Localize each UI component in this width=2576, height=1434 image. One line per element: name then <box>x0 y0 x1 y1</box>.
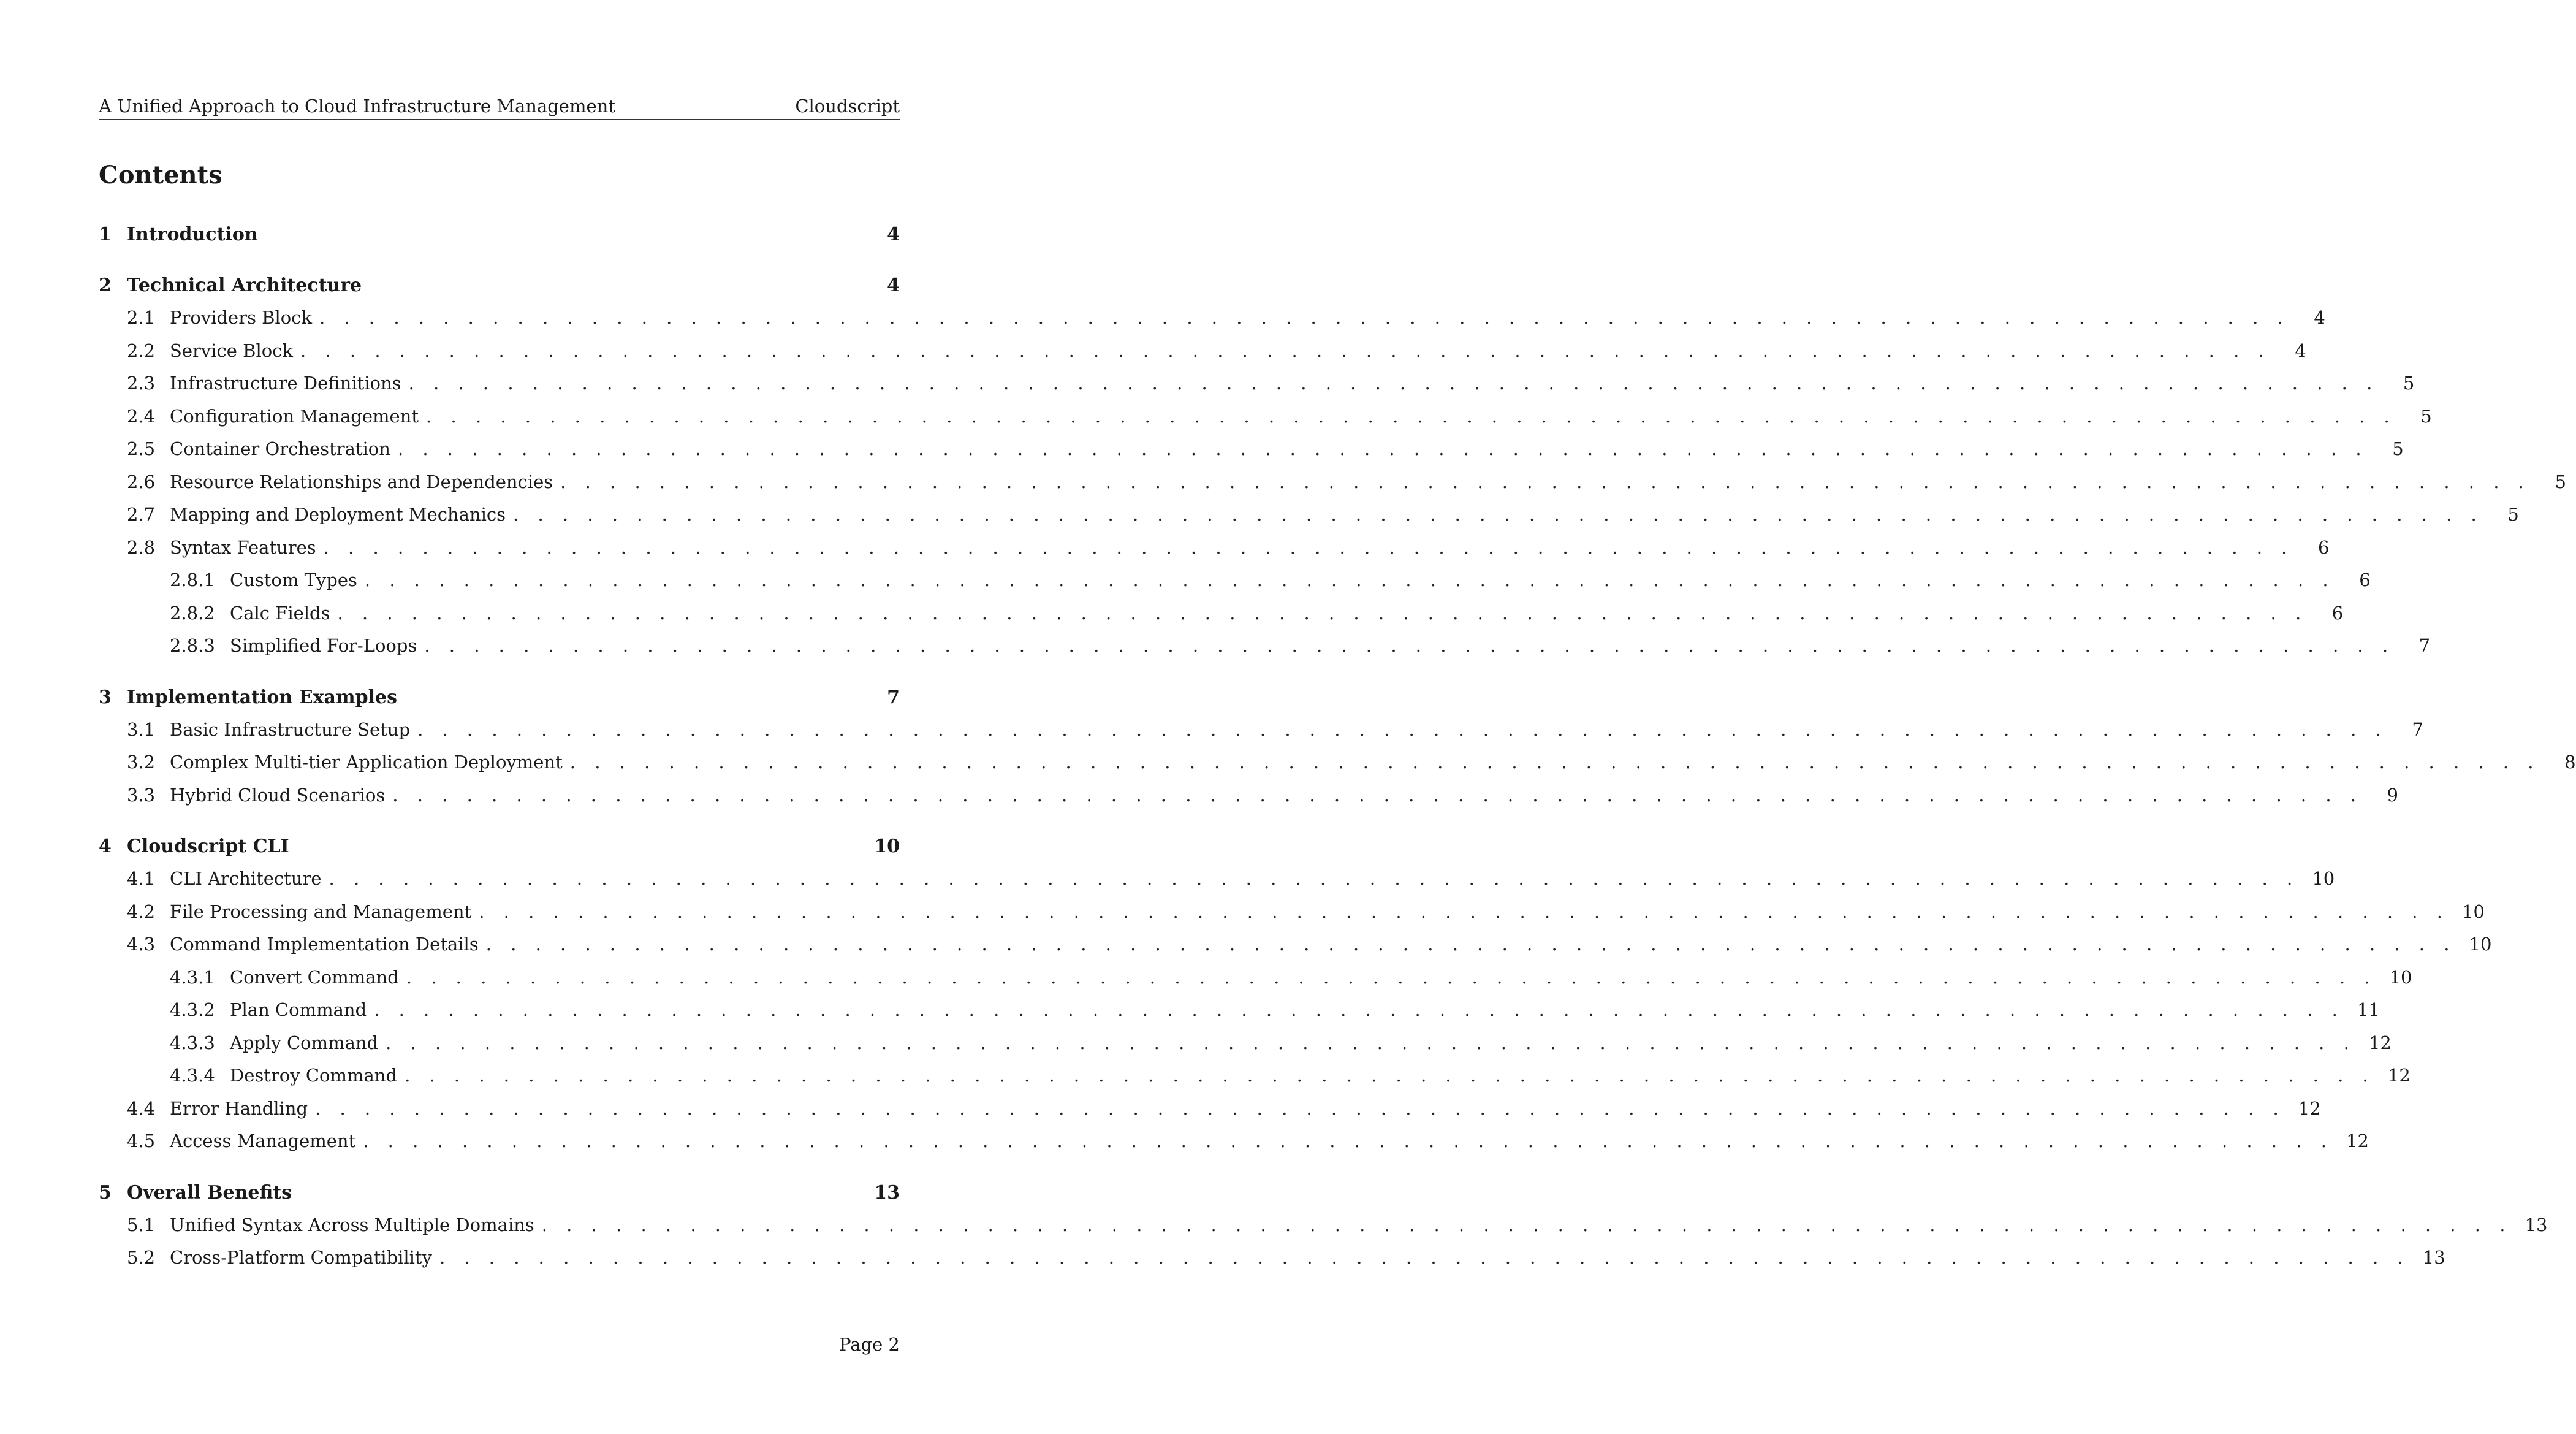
dot-leader: . . . . . . . . . . . . . . . . . . . . . . . . . . . . . . . . . . . . . . . . . . . . . . . . . . . . . . . . . . . . . . . . . . . . . . . . . . . . . . . . <box>363 1131 2333 1151</box>
entry-page: 12 <box>2368 1032 2392 1053</box>
section-page: 13 <box>874 1181 900 1203</box>
dot-leader: . . . . . . . . . . . . . . . . . . . . . . . . . . . . . . . . . . . . . . . . . . . . . . . . . . . . . . . . . . . . . . . . . . . . . . . . . . . . . . . . <box>323 536 2294 558</box>
entry-page: 13 <box>2525 1214 2548 1235</box>
entry-number: 4.3 <box>127 934 156 955</box>
entry-number: 2.8.3 <box>170 635 215 656</box>
entry-page: 12 <box>2298 1097 2321 1119</box>
dot-leader: . . . . . . . . . . . . . . . . . . . . . . . . . . . . . . . . . . . . . . . . . . . . . . . . . . . . . . . . . . . . . . . . . . . . . . . . . . . . . . . . <box>300 340 2271 361</box>
section-number: 5 <box>99 1181 112 1203</box>
entry-number: 2.8.1 <box>170 570 215 590</box>
dot-leader: . . . . . . . . . . . . . . . . . . . . . . . . . . . . . . . . . . . . . . . . . . . . . . . . . . . . . . . . . . . . . . . . . . . . . . . . . . . . . . . . <box>319 307 2290 328</box>
entry-number: 5.2 <box>127 1247 156 1268</box>
toc-entry-2.8.1[interactable] <box>99 570 2371 603</box>
entry-title: Service Block <box>170 340 294 361</box>
entry-number: 2.8.2 <box>170 602 215 624</box>
dot-leader: . . . . . . . . . . . . . . . . . . . . . . . . . . . . . . . . . . . . . . . . . . . . . . . . . . . . . . . . . . . . . . . . . . . . . . . . . . . . . . . . <box>513 504 2483 525</box>
toc-entry-4.5[interactable] <box>99 1131 2369 1164</box>
page-title: Contents <box>99 161 222 189</box>
dot-leader: . . . . . . . . . . . . . . . . . . . . . . . . . . . . . . . . . . . . . . . . . . . . . . . . . . . . . . . . . . . . . . . . . . . . . . . . . . . . . . . . <box>485 934 2456 955</box>
toc-entry-4.4[interactable] <box>99 1097 2321 1131</box>
toc-entry-2.2[interactable] <box>99 340 2306 373</box>
dot-leader: . . . . . . . . . . . . . . . . . . . . . . . . . . . . . . . . . . . . . . . . . . . . . . . . . . . . . . . . . . . . . . . . . . . . . . . . . . . . . . . . <box>364 570 2335 590</box>
entry-title: Cross-Platform Compatibility <box>170 1247 432 1268</box>
dot-leader: . . . . . . . . . . . . . . . . . . . . . . . . . . . . . . . . . . . . . . . . . . . . . . . . . . . . . . . . . . . . . . . . . . . . . . . . . . . . . . . . <box>479 901 2449 922</box>
entry-number: 4.3.4 <box>170 1065 215 1086</box>
entry-title: Unified Syntax Across Multiple Domains <box>170 1214 534 1235</box>
toc-entry-2.8.3[interactable] <box>99 635 2431 668</box>
entry-number: 3.3 <box>127 784 156 806</box>
dot-leader: . . . . . . . . . . . . . . . . . . . . . . . . . . . . . . . . . . . . . . . . . . . . . . . . . . . . . . . . . . . . . . . . . . . . . . . . . . . . . . . . <box>315 1097 2285 1119</box>
section-page: 4 <box>887 275 900 296</box>
entry-number: 2.3 <box>127 373 156 394</box>
entry-title: Hybrid Cloud Scenarios <box>170 784 386 806</box>
entry-title: Convert Command <box>230 966 399 988</box>
dot-leader: . . . . . . . . . . . . . . . . . . . . . . . . . . . . . . . . . . . . . . . . . . . . . . . . . . . . . . . . . . . . . . . . . . . . . . . . . . . . . . . . <box>560 471 2531 492</box>
entry-number: 4.5 <box>127 1131 156 1151</box>
dot-leader: . . . . . . . . . . . . . . . . . . . . . . . . . . . . . . . . . . . . . . . . . . . . . . . . . . . . . . . . . . . . . . . . . . . . . . . . . . . . . . . . <box>374 999 2344 1020</box>
entry-title: Providers Block <box>170 307 313 328</box>
entry-number: 2.1 <box>127 307 156 328</box>
toc-entry-5.1[interactable] <box>99 1214 2548 1248</box>
entry-title: File Processing and Management <box>170 901 472 922</box>
entry-number: 2.4 <box>127 405 156 427</box>
entry-page: 10 <box>2389 966 2412 988</box>
dot-leader: . . . . . . . . . . . . . . . . . . . . . . . . . . . . . . . . . . . . . . . . . . . . . . . . . . . . . . . . . . . . . . . . . . . . . . . . . . . . . . . . <box>426 405 2396 427</box>
toc-entry-4.3[interactable] <box>99 934 2492 967</box>
entry-number: 2.7 <box>127 504 156 525</box>
toc-entry-2.7[interactable] <box>99 504 2519 537</box>
entry-page: 13 <box>2422 1247 2445 1268</box>
entry-page: 10 <box>2469 934 2492 955</box>
entry-title: Infrastructure Definitions <box>170 373 401 394</box>
section-number: 1 <box>99 224 112 245</box>
entry-title: Container Orchestration <box>170 438 390 459</box>
section-title: Implementation Examples <box>127 686 397 708</box>
toc-entry-2.6[interactable] <box>99 471 2566 505</box>
toc-section-1[interactable] <box>99 224 900 256</box>
dot-leader: . . . . . . . . . . . . . . . . . . . . . . . . . . . . . . . . . . . . . . . . . . . . . . . . . . . . . . . . . . . . . . . . . . . . . . . . . . . . . . . . <box>569 752 2540 772</box>
entry-number: 4.2 <box>127 901 156 922</box>
running-header <box>99 95 900 120</box>
entry-title: Destroy Command <box>230 1065 398 1086</box>
entry-page: 5 <box>2507 504 2519 525</box>
entry-title: Syntax Features <box>170 536 316 558</box>
entry-page: 5 <box>2403 373 2415 394</box>
section-number: 4 <box>99 836 112 857</box>
dot-leader: . . . . . . . . . . . . . . . . . . . . . . . . . . . . . . . . . . . . . . . . . . . . . . . . . . . . . . . . . . . . . . . . . . . . . . . . . . . . . . . . <box>392 784 2363 806</box>
entry-title: CLI Architecture <box>170 868 322 889</box>
entry-title: Command Implementation Details <box>170 934 479 955</box>
entry-number: 4.4 <box>127 1097 156 1119</box>
entry-title: Error Handling <box>170 1097 308 1119</box>
toc-entry-3.1[interactable] <box>99 719 2423 752</box>
toc-entry-4.3.2[interactable] <box>99 999 2380 1032</box>
entry-page: 6 <box>2359 570 2371 590</box>
section-title: Technical Architecture <box>127 275 362 296</box>
toc-entry-4.2[interactable] <box>99 901 2485 934</box>
dot-leader: . . . . . . . . . . . . . . . . . . . . . . . . . . . . . . . . . . . . . . . . . . . . . . . . . . . . . . . . . . . . . . . . . . . . . . . . . . . . . . . . <box>408 373 2379 394</box>
toc-entry-2.1[interactable] <box>99 307 2325 340</box>
entry-page: 7 <box>2412 719 2423 740</box>
entry-title: Basic Infrastructure Setup <box>170 719 411 740</box>
entry-title: Complex Multi-tier Application Deployment <box>170 752 563 772</box>
entry-title: Calc Fields <box>230 602 330 624</box>
entry-page: 4 <box>2314 307 2325 328</box>
dot-leader: . . . . . . . . . . . . . . . . . . . . . . . . . . . . . . . . . . . . . . . . . . . . . . . . . . . . . . . . . . . . . . . . . . . . . . . . . . . . . . . . <box>424 635 2395 656</box>
entry-number: 3.2 <box>127 752 156 772</box>
entry-number: 4.3.2 <box>170 999 215 1020</box>
section-number: 3 <box>99 686 112 708</box>
entry-page: 5 <box>2555 471 2566 492</box>
entry-number: 4.3.1 <box>170 966 215 988</box>
entry-title: Custom Types <box>230 570 357 590</box>
entry-number: 2.5 <box>127 438 156 459</box>
entry-page: 9 <box>2387 784 2398 806</box>
section-page: 10 <box>874 836 900 857</box>
entry-page: 5 <box>2392 438 2404 459</box>
table-of-contents <box>99 224 2576 1280</box>
entry-number: 4.1 <box>127 868 156 889</box>
toc-entry-3.2[interactable] <box>99 752 2576 785</box>
toc-entry-2.3[interactable] <box>99 373 2415 406</box>
dot-leader: . . . . . . . . . . . . . . . . . . . . . . . . . . . . . . . . . . . . . . . . . . . . . . . . . . . . . . . . . . . . . . . . . . . . . . . . . . . . . . . . <box>329 868 2300 889</box>
dot-leader: . . . . . . . . . . . . . . . . . . . . . . . . . . . . . . . . . . . . . . . . . . . . . . . . . . . . . . . . . . . . . . . . . . . . . . . . . . . . . . . . <box>386 1032 2356 1053</box>
dot-leader: . . . . . . . . . . . . . . . . . . . . . . . . . . . . . . . . . . . . . . . . . . . . . . . . . . . . . . . . . . . . . . . . . . . . . . . . . . . . . . . . <box>337 602 2308 624</box>
section-number: 2 <box>99 275 112 296</box>
toc-entry-2.8[interactable] <box>99 536 2330 570</box>
dot-leader: . . . . . . . . . . . . . . . . . . . . . . . . . . . . . . . . . . . . . . . . . . . . . . . . . . . . . . . . . . . . . . . . . . . . . . . . . . . . . . . . <box>405 1065 2375 1086</box>
toc-section-3[interactable] <box>99 687 900 719</box>
entry-page: 10 <box>2312 868 2335 889</box>
entry-title: Configuration Management <box>170 405 419 427</box>
entry-page: 12 <box>2346 1131 2369 1151</box>
dot-leader: . . . . . . . . . . . . . . . . . . . . . . . . . . . . . . . . . . . . . . . . . . . . . . . . . . . . . . . . . . . . . . . . . . . . . . . . . . . . . . . . <box>397 438 2368 459</box>
entry-title: Plan Command <box>230 999 367 1020</box>
toc-entry-4.1[interactable] <box>99 868 2335 901</box>
section-page: 4 <box>887 224 900 245</box>
toc-section-5[interactable] <box>99 1182 900 1215</box>
entry-page: 12 <box>2387 1065 2411 1086</box>
toc-section-2[interactable] <box>99 275 900 307</box>
entry-page: 7 <box>2418 635 2431 656</box>
entry-number: 2.8 <box>127 536 156 558</box>
header-document-title: A Unified Approach to Cloud Infrastructure Management <box>99 96 615 116</box>
dot-leader: . . . . . . . . . . . . . . . . . . . . . . . . . . . . . . . . . . . . . . . . . . . . . . . . . . . . . . . . . . . . . . . . . . . . . . . . . . . . . . . . <box>439 1247 2410 1268</box>
entry-title: Simplified For-Loops <box>230 635 417 656</box>
toc-entry-5.2[interactable] <box>99 1247 2445 1280</box>
toc-entry-3.3[interactable] <box>99 784 2398 818</box>
toc-entry-4.3.3[interactable] <box>99 1032 2392 1066</box>
entry-number: 2.6 <box>127 471 156 492</box>
page-number: Page 2 <box>839 1334 900 1355</box>
toc-entry-2.5[interactable] <box>99 438 2404 471</box>
entry-page: 8 <box>2564 752 2576 772</box>
toc-entry-4.3.4[interactable] <box>99 1065 2411 1098</box>
entry-title: Resource Relationships and Dependencies <box>170 471 553 492</box>
section-title: Overall Benefits <box>127 1181 292 1203</box>
entry-number: 3.1 <box>127 719 156 740</box>
dot-leader: . . . . . . . . . . . . . . . . . . . . . . . . . . . . . . . . . . . . . . . . . . . . . . . . . . . . . . . . . . . . . . . . . . . . . . . . . . . . . . . . <box>417 719 2388 740</box>
entry-page: 4 <box>2295 340 2306 361</box>
header-short-title: Cloudscript <box>795 96 900 116</box>
entry-title: Apply Command <box>230 1032 379 1053</box>
toc-entry-2.4[interactable] <box>99 405 2432 439</box>
entry-number: 5.1 <box>127 1214 156 1235</box>
dot-leader: . . . . . . . . . . . . . . . . . . . . . . . . . . . . . . . . . . . . . . . . . . . . . . . . . . . . . . . . . . . . . . . . . . . . . . . . . . . . . . . . <box>541 1214 2512 1235</box>
entry-page: 6 <box>2317 536 2330 558</box>
entry-title: Access Management <box>170 1131 356 1151</box>
entry-page: 5 <box>2420 405 2432 427</box>
entry-page: 6 <box>2331 602 2344 624</box>
entry-title: Mapping and Deployment Mechanics <box>170 504 506 525</box>
section-title: Introduction <box>127 224 258 245</box>
section-title: Cloudscript CLI <box>127 836 289 857</box>
toc-entry-2.8.2[interactable] <box>99 602 2344 636</box>
toc-entry-4.3.1[interactable] <box>99 966 2412 1000</box>
entry-page: 10 <box>2462 901 2485 922</box>
entry-page: 11 <box>2357 999 2380 1020</box>
entry-number: 4.3.3 <box>170 1032 215 1053</box>
toc-section-4[interactable] <box>99 836 900 868</box>
dot-leader: . . . . . . . . . . . . . . . . . . . . . . . . . . . . . . . . . . . . . . . . . . . . . . . . . . . . . . . . . . . . . . . . . . . . . . . . . . . . . . . . <box>406 966 2377 988</box>
section-page: 7 <box>887 686 900 708</box>
entry-number: 2.2 <box>127 340 156 361</box>
